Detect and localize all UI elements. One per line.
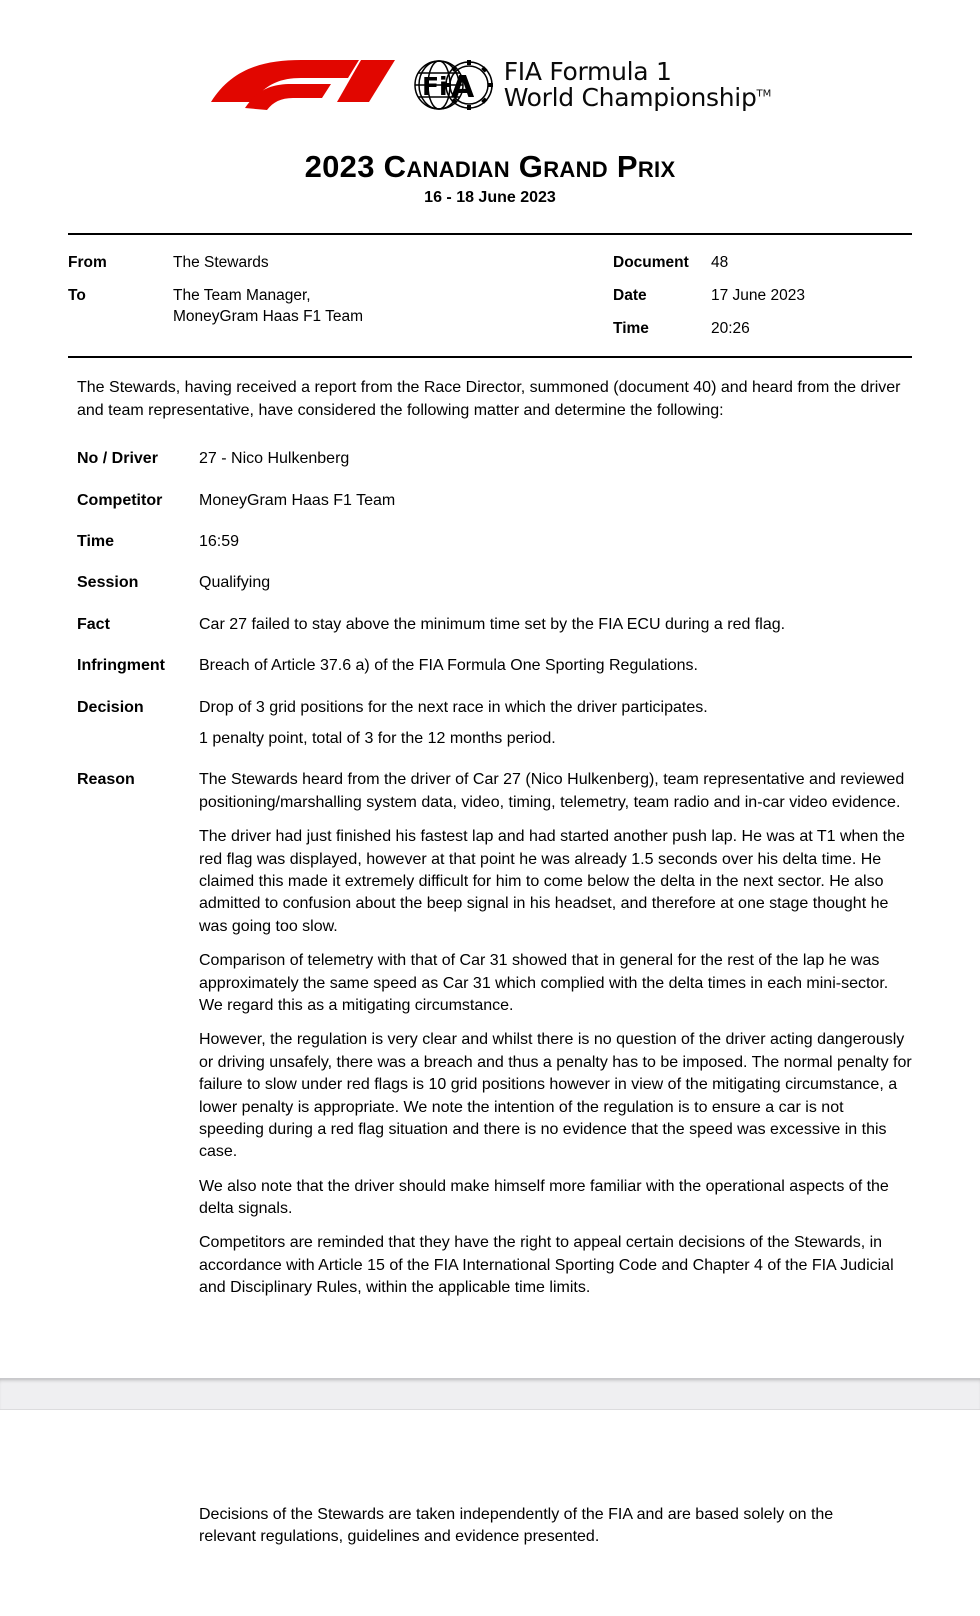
reason-value [199,769,912,1311]
field-time [77,531,912,553]
date-label: Date [613,287,647,305]
event-dates: 16 - 18 June 2023 [424,189,556,207]
svg-text:F: F [421,72,439,101]
time-value: 20:26 [711,319,750,337]
to-label: To [68,287,86,305]
fact-label: Fact [77,615,110,633]
championship-line-2: World Championship™ [503,83,772,112]
infringement-label: Infringment [77,657,165,675]
event-title: 2023 Canadian Grand Prix [304,149,676,184]
field-no-driver [77,448,912,470]
to-value-line-1: The Team Manager, [173,287,311,305]
reason-paragraph-4: However, the regulation is very clear and whilst there is no question of the driver acting dangerously or driving unsafely, there was a breach and thus a penalty has to be imposed. The normal penalty for failure to slow under red flags is 10 grid positions however in view of the mitigating circumstance, a lower penalty is appropriate. We note the intention of the regulation is to ensure a car is not speeding during a red flag situation and there is no evidence that the speed was excessive in this case. [199,1031,912,1161]
session-value: Qualifying [199,574,271,592]
date-value: 17 June 2023 [711,287,805,305]
page-break-separator [0,1378,980,1410]
meta-column-right [613,253,912,340]
logo-row [209,58,772,112]
f1-logo [209,58,395,112]
session-label: Session [77,574,139,592]
svg-text:i: i [438,72,448,101]
reason-paragraph-3: Comparison of telemetry with that of Car 31 showed that in general for the rest of the lap he was approximately the same speed as Car 31 which complied with the delta times in each mini-sector. We regard this as a mitigating circumstance. [199,952,889,1014]
decision-value [199,697,912,751]
reason-label: Reason [77,771,135,789]
reason-paragraph-2: The driver had just finished his fastest lap and had started another push lap. He was at T1 when the red flag was displayed, however at that point he was already 1.5 seconds over his delta time. He claimed this made it extremely difficult for him to come below the delta in the next sector. He also admitted to confusion about the beep signal in his headset, and therefore at one stage thought he was going too slow. [199,828,905,935]
document-page-2 [0,1410,980,1616]
decision-fields [68,448,912,1311]
intro-paragraph: The Stewards, having received a report from the Race Director, summoned (document 40) and heard from the driver and team representative, have considered the following matter and determine the following: [77,378,901,419]
reason-paragraph-5: We also note that the driver should make himself more familiar with the operational aspects of the delta signals. [199,1177,889,1218]
meta-row-to [68,286,613,328]
field-decision [77,697,912,751]
from-value: The Stewards [173,254,269,272]
svg-text:A: A [450,70,474,105]
field-fact [77,614,912,636]
championship-line-1: FIA Formula 1 [503,57,672,86]
field-competitor [77,490,912,512]
time-label: Time [77,533,115,551]
field-reason [77,769,912,1311]
decision-paragraph-2: 1 penalty point, total of 3 for the 12 months period. [199,730,556,748]
fact-value: Car 27 failed to stay above the minimum time set by the FIA ECU during a red flag. [199,615,786,633]
stewards-independence-note: Decisions of the Stewards are taken independently of the FIA and are based solely on the relevant regulations, guidelines and evidence presented. [199,1506,834,1546]
document-value: 48 [711,254,729,272]
fia-lockup [413,59,772,111]
competitor-label: Competitor [77,491,163,509]
decision-label: Decision [77,698,144,716]
trademark-mark: TM [756,88,772,100]
to-value-line-2: MoneyGram Haas F1 Team [173,307,364,325]
competitor-value: MoneyGram Haas F1 Team [199,491,396,509]
fia-globe-icon [413,59,495,111]
document-label: Document [613,254,689,272]
meta-block [68,235,912,356]
meta-column-left [68,253,613,340]
infringement-value: Breach of Article 37.6 a) of the FIA Formula One Sporting Regulations. [199,657,698,675]
field-session [77,572,912,594]
field-infringement [77,655,912,677]
no-driver-value: 27 - Nico Hulkenberg [199,450,350,468]
fia-championship-text [504,59,772,111]
time-label: Time [613,319,649,337]
masthead [68,0,912,112]
meta-row-from [68,253,613,274]
to-value [173,286,363,328]
no-driver-label: No / Driver [77,450,158,468]
meta-row-time [613,319,912,340]
reason-paragraph-1: The Stewards heard from the driver of Car 27 (Nico Hulkenberg), team representative and reviewed positioning/marshalling system data, video, timing, telemetry, team radio and in-car video evidence. [199,771,905,811]
meta-row-date [613,286,912,307]
time-value: 16:59 [199,533,240,551]
from-label: From [68,254,107,272]
meta-row-document [613,253,912,274]
decision-paragraph-1: Drop of 3 grid positions for the next race in which the driver participates. [199,698,708,716]
reason-paragraph-6: Competitors are reminded that they have the right to appeal certain decisions of the Stewards, in accordance with Article 15 of the FIA International Sporting Code and Chapter 4 of the FIA Judicial and Disciplinary Rules, within the applicable time limits. [199,1234,894,1297]
